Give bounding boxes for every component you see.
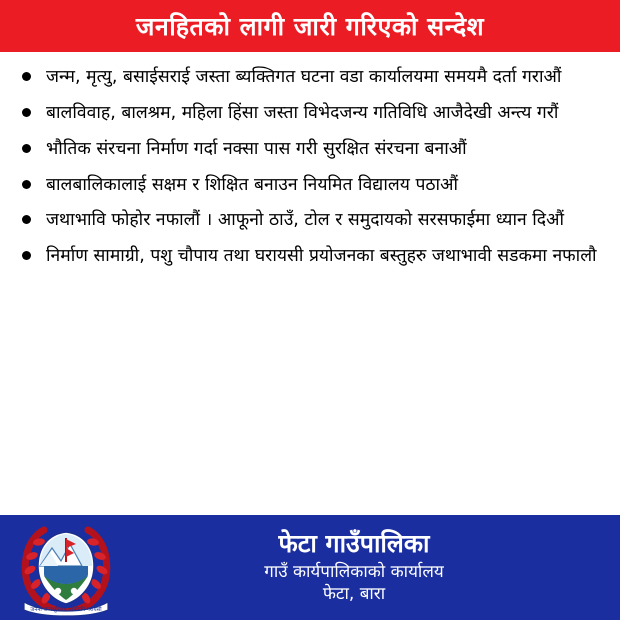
- message-text: बालविवाह, बालश्रम, महिला हिंसा जस्ता विभेदजन्य गतिविधि आजैदेखी अन्त्य गरौं: [46, 102, 559, 123]
- message-list: [16, 65, 602, 269]
- list-item: [16, 173, 602, 198]
- bullet-icon: [22, 251, 31, 260]
- bullet-icon: [22, 180, 31, 189]
- office-line-1: गाउँ कार्यपालिकाको कार्यालय: [264, 562, 444, 583]
- list-item: [16, 101, 602, 126]
- office-identity: [118, 530, 606, 606]
- office-name: फेटा गाउँपालिका: [278, 528, 430, 558]
- office-line-2: फेटा, बारा: [322, 584, 386, 605]
- list-item: [16, 65, 602, 90]
- message-text: जथाभावि फोहोर नफालौं । आफूनो ठाउँ, टोल र समुदायको सरसफाईमा ध्यान दिऔं: [46, 210, 564, 231]
- poster-body: [0, 55, 620, 512]
- message-text: भौतिक संरचना निर्माण गर्दा नक्सा पास गरी सुरक्षित संरचना बनाऔं: [46, 138, 467, 159]
- emblem-caption-text: जननी जन्मभूमिश्च स्वर्गादपि गरीयसी: [30, 606, 102, 613]
- message-text: बालबालिकालाई सक्षम र शिक्षित बनाउन नियमित विद्यालय पठाऔं: [46, 174, 458, 195]
- list-item: [16, 137, 602, 162]
- page-title: जनहितको लागी जारी गरिएको सन्देश: [135, 11, 485, 41]
- list-item: [16, 244, 602, 269]
- bullet-icon: [22, 215, 31, 224]
- bullet-icon: [22, 144, 31, 153]
- poster-header: [0, 0, 620, 55]
- message-text: निर्माण सामाग्री, पशु चौपाय तथा घरायसी प्रयोजनका बस्तुहरु जथाभावी सडकमा नफालौ: [46, 246, 597, 267]
- nepal-emblem-icon: [14, 518, 118, 618]
- bullet-icon: [22, 72, 31, 81]
- bullet-icon: [22, 108, 31, 117]
- list-item: [16, 208, 602, 233]
- poster-footer: [0, 512, 620, 620]
- message-text: जन्म, मृत्यु, बसाईसराई जस्ता ब्यक्तिगत घटना वडा कार्यालयमा समयमै दर्ता गराऔं: [46, 67, 562, 87]
